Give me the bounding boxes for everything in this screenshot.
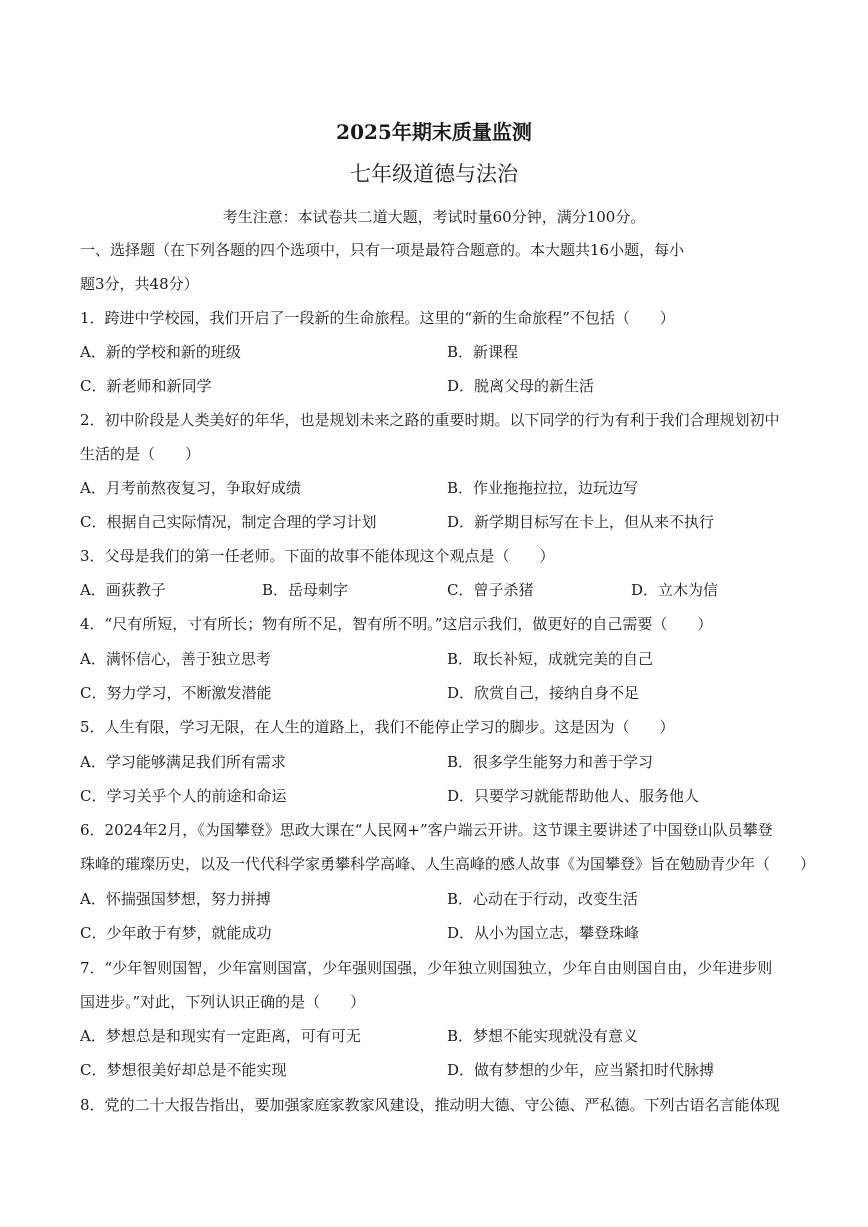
exam-title: 2025年期末质量监测 <box>336 120 532 144</box>
question-4-option-c[interactable]: C．努力学习，不断激发潜能 <box>80 684 272 702</box>
question-7-option-b[interactable]: B．梦想不能实现就没有意义 <box>447 1027 639 1045</box>
exam-subject: 七年级道德与法治 <box>350 162 518 186</box>
question-1-option-c[interactable]: C．新老师和新同学 <box>80 377 212 395</box>
exam-notice: 考生注意：本试卷共二道大题，考试时量60分钟，满分100分。 <box>222 208 646 226</box>
question-1-option-b[interactable]: B．新课程 <box>447 343 519 361</box>
question-7-option-d[interactable]: D．做有梦想的少年，应当紧扣时代脉搏 <box>447 1061 715 1079</box>
question-3-option-d[interactable]: D．立木为信 <box>631 581 719 599</box>
question-6-stem-line1: 6．2024年2月，《为国攀登》思政大课在“人民网+”客户端云开讲。这节课主要讲述了中国登山队员攀登 <box>80 821 773 839</box>
question-7-stem-line2: 国进步。”对此，下列认识正确的是（ ） <box>80 993 366 1011</box>
section-heading-line1: 一、选择题（在下列各题的四个选项中，只有一项是最符合题意的。本大题共16小题，每小 <box>80 241 685 259</box>
question-1-option-a[interactable]: A．新的学校和新的班级 <box>80 343 241 361</box>
question-5-option-d[interactable]: D．只要学习就能帮助他人、服务他人 <box>447 787 700 805</box>
question-7-stem-line1: 7．“少年智则国智，少年富则国富，少年强则国强，少年独立则国独立，少年自由则国自由，少年进步则 <box>80 959 773 977</box>
question-6-stem-line2: 珠峰的璀璨历史，以及一代代科学家勇攀科学高峰、人生高峰的感人故事《为国攀登》旨在勉励青少年（ ） <box>80 855 816 873</box>
question-5-option-c[interactable]: C．学习关乎个人的前途和命运 <box>80 787 287 805</box>
question-3-option-c[interactable]: C．曾子杀猪 <box>447 581 534 599</box>
question-1-option-d[interactable]: D．脱离父母的新生活 <box>447 377 595 395</box>
question-2-option-c[interactable]: C．根据自己实际情况，制定合理的学习计划 <box>80 513 377 531</box>
question-2-option-a[interactable]: A．月考前熬夜复习，争取好成绩 <box>80 479 301 497</box>
question-4-option-a[interactable]: A．满怀信心，善于独立思考 <box>80 650 271 668</box>
question-1-stem: 1．跨进中学校园，我们开启了一段新的生命旅程。这里的“新的生命旅程”不包括（ ） <box>80 309 675 327</box>
question-7-option-c[interactable]: C．梦想很美好却总是不能实现 <box>80 1061 287 1079</box>
question-3-stem: 3．父母是我们的第一任老师。下面的故事不能体现这个观点是（ ） <box>80 547 555 565</box>
question-2-option-b[interactable]: B．作业拖拖拉拉，边玩边写 <box>447 479 639 497</box>
question-2-stem-line2: 生活的是（ ） <box>80 445 201 463</box>
section-heading-line2: 题3分，共48分） <box>80 275 199 293</box>
question-6-option-c[interactable]: C．少年敢于有梦，就能成功 <box>80 924 272 942</box>
question-2-stem-line1: 2．初中阶段是人类美好的年华，也是规划未来之路的重要时期。以下同学的行为有利于我们合理规划初中 <box>80 411 780 429</box>
question-4-option-b[interactable]: B．取长补短，成就完美的自己 <box>447 650 654 668</box>
question-6-option-d[interactable]: D．从小为国立志，攀登珠峰 <box>447 924 640 942</box>
question-8-stem: 8．党的二十大报告指出，要加强家庭家教家风建设，推动明大德、守公德、严私德。下列古语名言能体现 <box>80 1096 780 1114</box>
question-5-stem: 5．人生有限，学习无限，在人生的道路上，我们不能停止学习的脚步。这是因为（ ） <box>80 718 675 736</box>
question-6-option-a[interactable]: A．怀揣强国梦想，努力拼搏 <box>80 890 271 908</box>
question-5-option-a[interactable]: A．学习能够满足我们所有需求 <box>80 753 286 771</box>
question-7-option-a[interactable]: A．梦想总是和现实有一定距离，可有可无 <box>80 1027 361 1045</box>
question-3-option-b[interactable]: B．岳母刺字 <box>262 581 349 599</box>
question-4-option-d[interactable]: D．欣赏自己，接纳自身不足 <box>447 684 640 702</box>
question-3-option-a[interactable]: A．画荻教子 <box>80 581 166 599</box>
question-2-option-d[interactable]: D．新学期目标写在卡上，但从来不执行 <box>447 513 715 531</box>
question-6-option-b[interactable]: B．心动在于行动，改变生活 <box>447 890 639 908</box>
question-5-option-b[interactable]: B．很多学生能努力和善于学习 <box>447 753 654 771</box>
question-4-stem: 4．“尺有所短，寸有所长；物有所不足，智有所不明。”这启示我们，做更好的自己需要（ ） <box>80 615 713 633</box>
